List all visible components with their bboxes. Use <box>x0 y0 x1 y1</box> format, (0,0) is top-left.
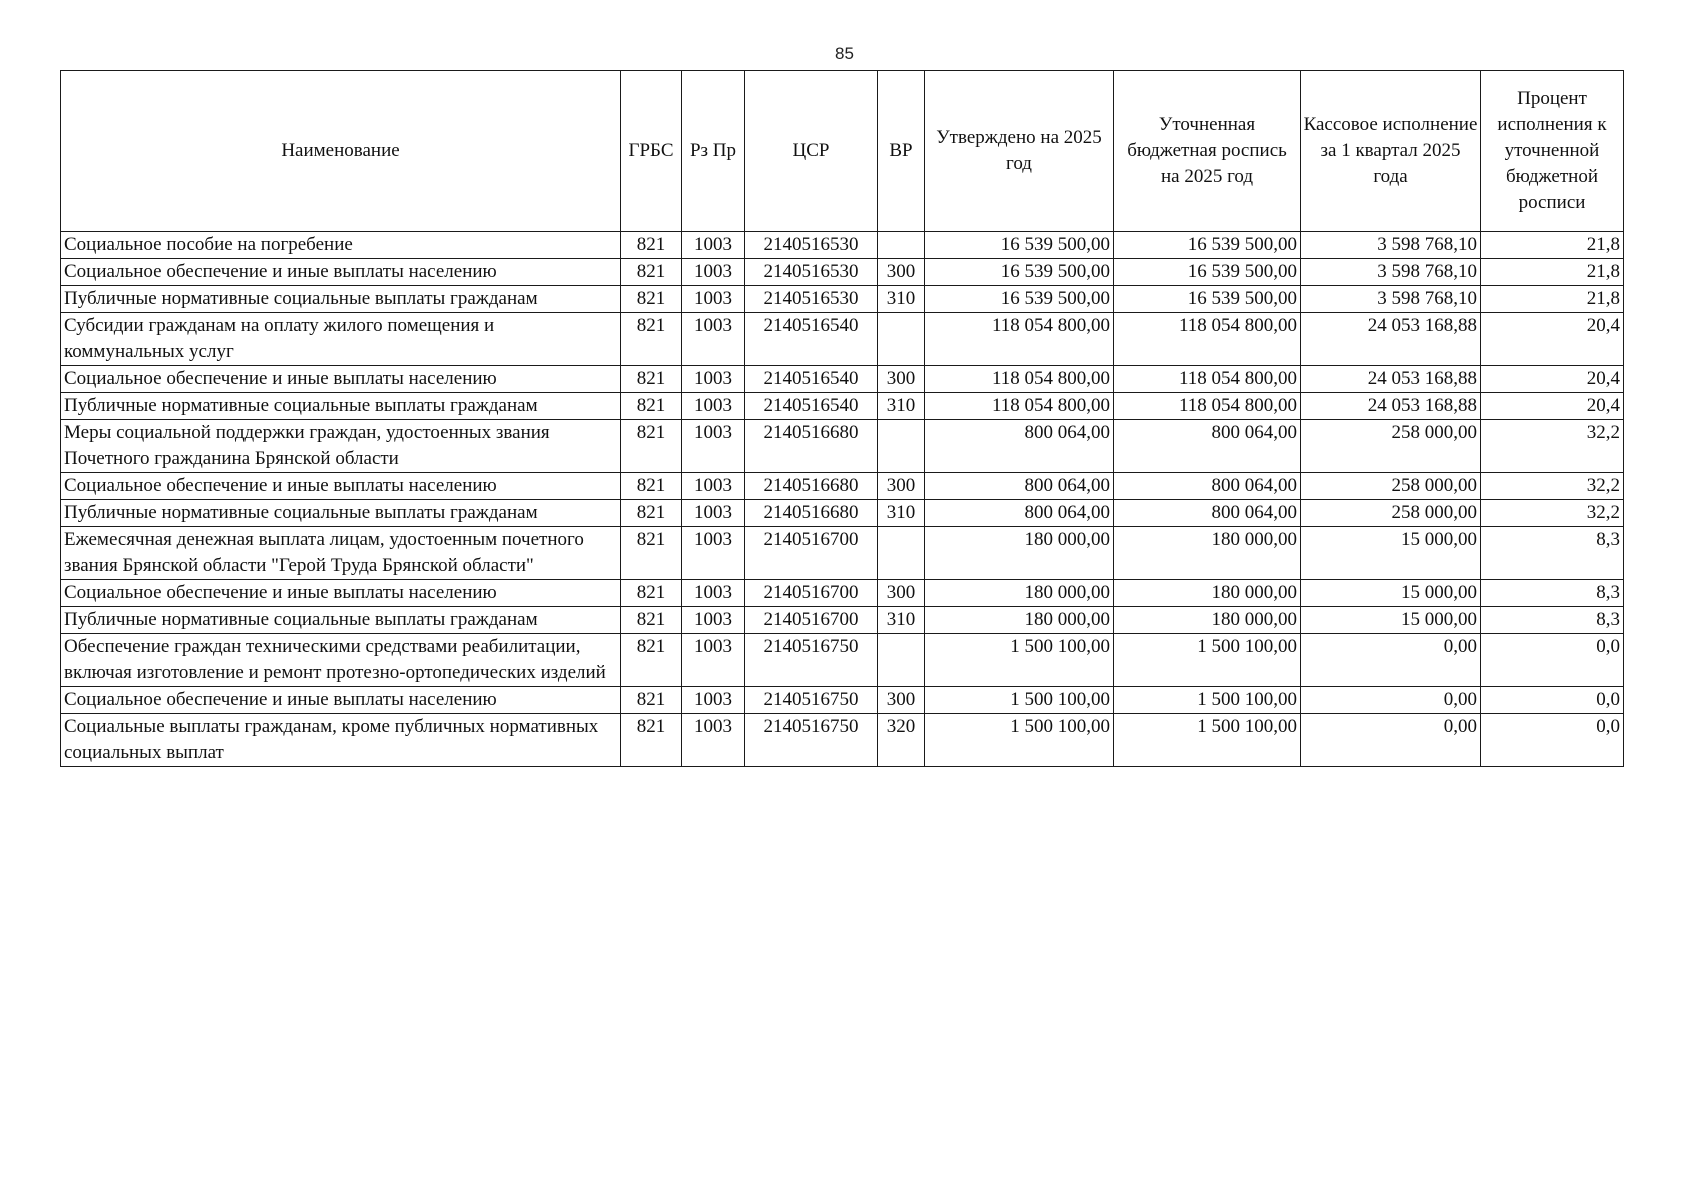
cell-rzpr: 1003 <box>682 687 745 714</box>
cell-refined: 16 539 500,00 <box>1114 259 1301 286</box>
cell-cash: 24 053 168,88 <box>1301 366 1481 393</box>
cell-name: Меры социальной поддержки граждан, удостоенных звания Почетного гражданина Брянской области <box>61 420 621 473</box>
cell-vr <box>878 527 925 580</box>
cell-percent: 20,4 <box>1481 313 1624 366</box>
cell-percent: 32,2 <box>1481 500 1624 527</box>
cell-grbs: 821 <box>621 500 682 527</box>
cell-refined: 118 054 800,00 <box>1114 393 1301 420</box>
cell-csr: 2140516680 <box>745 473 878 500</box>
cell-csr: 2140516530 <box>745 259 878 286</box>
cell-name: Публичные нормативные социальные выплаты гражданам <box>61 607 621 634</box>
cell-approved: 180 000,00 <box>925 607 1114 634</box>
header-rzpr: Рз Пр <box>682 71 745 232</box>
cell-vr: 300 <box>878 580 925 607</box>
cell-rzpr: 1003 <box>682 232 745 259</box>
cell-cash: 15 000,00 <box>1301 527 1481 580</box>
table-row <box>61 527 1624 580</box>
cell-cash: 258 000,00 <box>1301 420 1481 473</box>
cell-name: Публичные нормативные социальные выплаты гражданам <box>61 500 621 527</box>
cell-percent: 20,4 <box>1481 393 1624 420</box>
cell-refined: 16 539 500,00 <box>1114 232 1301 259</box>
cell-percent: 8,3 <box>1481 580 1624 607</box>
cell-cash: 24 053 168,88 <box>1301 313 1481 366</box>
cell-csr: 2140516530 <box>745 286 878 313</box>
cell-refined: 180 000,00 <box>1114 580 1301 607</box>
cell-csr: 2140516700 <box>745 580 878 607</box>
table-row <box>61 607 1624 634</box>
cell-refined: 1 500 100,00 <box>1114 687 1301 714</box>
header-csr: ЦСР <box>745 71 878 232</box>
cell-cash: 0,00 <box>1301 714 1481 767</box>
cell-percent: 20,4 <box>1481 366 1624 393</box>
table-row <box>61 232 1624 259</box>
table-row <box>61 687 1624 714</box>
cell-refined: 180 000,00 <box>1114 527 1301 580</box>
cell-name: Публичные нормативные социальные выплаты гражданам <box>61 286 621 313</box>
cell-cash: 24 053 168,88 <box>1301 393 1481 420</box>
cell-approved: 1 500 100,00 <box>925 687 1114 714</box>
cell-cash: 15 000,00 <box>1301 580 1481 607</box>
cell-refined: 16 539 500,00 <box>1114 286 1301 313</box>
cell-vr <box>878 313 925 366</box>
cell-vr <box>878 420 925 473</box>
cell-approved: 800 064,00 <box>925 500 1114 527</box>
cell-name: Субсидии гражданам на оплату жилого помещения и коммунальных услуг <box>61 313 621 366</box>
table-row <box>61 259 1624 286</box>
cell-grbs: 821 <box>621 607 682 634</box>
cell-approved: 180 000,00 <box>925 527 1114 580</box>
cell-grbs: 821 <box>621 580 682 607</box>
cell-grbs: 821 <box>621 393 682 420</box>
table-row <box>61 313 1624 366</box>
cell-approved: 1 500 100,00 <box>925 714 1114 767</box>
cell-csr: 2140516750 <box>745 634 878 687</box>
cell-name: Социальное обеспечение и иные выплаты населению <box>61 580 621 607</box>
cell-grbs: 821 <box>621 473 682 500</box>
cell-cash: 3 598 768,10 <box>1301 232 1481 259</box>
header-approved: Утверждено на 2025 год <box>925 71 1114 232</box>
cell-cash: 258 000,00 <box>1301 500 1481 527</box>
cell-name: Социальное пособие на погребение <box>61 232 621 259</box>
cell-csr: 2140516540 <box>745 313 878 366</box>
cell-approved: 16 539 500,00 <box>925 259 1114 286</box>
cell-grbs: 821 <box>621 259 682 286</box>
cell-grbs: 821 <box>621 714 682 767</box>
cell-vr: 320 <box>878 714 925 767</box>
header-percent: Процент исполнения к уточненной бюджетной росписи <box>1481 71 1624 232</box>
cell-refined: 118 054 800,00 <box>1114 366 1301 393</box>
cell-percent: 32,2 <box>1481 473 1624 500</box>
cell-refined: 1 500 100,00 <box>1114 634 1301 687</box>
cell-vr: 300 <box>878 687 925 714</box>
cell-vr: 310 <box>878 500 925 527</box>
cell-rzpr: 1003 <box>682 714 745 767</box>
cell-grbs: 821 <box>621 286 682 313</box>
cell-rzpr: 1003 <box>682 313 745 366</box>
cell-grbs: 821 <box>621 232 682 259</box>
cell-cash: 3 598 768,10 <box>1301 286 1481 313</box>
cell-rzpr: 1003 <box>682 393 745 420</box>
header-grbs: ГРБС <box>621 71 682 232</box>
table-body <box>61 232 1624 767</box>
cell-approved: 118 054 800,00 <box>925 366 1114 393</box>
cell-grbs: 821 <box>621 366 682 393</box>
cell-approved: 16 539 500,00 <box>925 232 1114 259</box>
cell-percent: 32,2 <box>1481 420 1624 473</box>
cell-refined: 800 064,00 <box>1114 473 1301 500</box>
cell-rzpr: 1003 <box>682 366 745 393</box>
cell-name: Социальное обеспечение и иные выплаты населению <box>61 259 621 286</box>
cell-csr: 2140516680 <box>745 420 878 473</box>
cell-refined: 800 064,00 <box>1114 500 1301 527</box>
cell-approved: 118 054 800,00 <box>925 313 1114 366</box>
cell-cash: 15 000,00 <box>1301 607 1481 634</box>
cell-percent: 21,8 <box>1481 232 1624 259</box>
cell-approved: 180 000,00 <box>925 580 1114 607</box>
cell-csr: 2140516680 <box>745 500 878 527</box>
cell-name: Обеспечение граждан техническими средствами реабилитации, включая изготовление и ремонт протезно-ортопедических изделий <box>61 634 621 687</box>
table-row <box>61 366 1624 393</box>
cell-grbs: 821 <box>621 420 682 473</box>
cell-vr: 310 <box>878 286 925 313</box>
cell-percent: 0,0 <box>1481 714 1624 767</box>
cell-csr: 2140516700 <box>745 607 878 634</box>
cell-percent: 0,0 <box>1481 687 1624 714</box>
cell-vr: 310 <box>878 393 925 420</box>
cell-refined: 1 500 100,00 <box>1114 714 1301 767</box>
cell-vr: 300 <box>878 259 925 286</box>
cell-rzpr: 1003 <box>682 286 745 313</box>
cell-name: Публичные нормативные социальные выплаты гражданам <box>61 393 621 420</box>
cell-vr: 300 <box>878 473 925 500</box>
cell-vr: 300 <box>878 366 925 393</box>
cell-grbs: 821 <box>621 687 682 714</box>
page-number: 85 <box>835 44 854 63</box>
cell-approved: 1 500 100,00 <box>925 634 1114 687</box>
cell-refined: 180 000,00 <box>1114 607 1301 634</box>
cell-cash: 0,00 <box>1301 687 1481 714</box>
cell-name: Социальное обеспечение и иные выплаты населению <box>61 366 621 393</box>
cell-vr: 310 <box>878 607 925 634</box>
cell-percent: 21,8 <box>1481 286 1624 313</box>
cell-name: Социальное обеспечение и иные выплаты населению <box>61 687 621 714</box>
table-row <box>61 473 1624 500</box>
cell-vr <box>878 232 925 259</box>
cell-grbs: 821 <box>621 527 682 580</box>
table-row <box>61 393 1624 420</box>
cell-cash: 258 000,00 <box>1301 473 1481 500</box>
cell-grbs: 821 <box>621 313 682 366</box>
cell-rzpr: 1003 <box>682 607 745 634</box>
cell-percent: 0,0 <box>1481 634 1624 687</box>
cell-csr: 2140516750 <box>745 687 878 714</box>
cell-rzpr: 1003 <box>682 259 745 286</box>
cell-cash: 3 598 768,10 <box>1301 259 1481 286</box>
cell-percent: 8,3 <box>1481 527 1624 580</box>
cell-approved: 800 064,00 <box>925 420 1114 473</box>
cell-csr: 2140516540 <box>745 393 878 420</box>
cell-name: Ежемесячная денежная выплата лицам, удостоенным почетного звания Брянской области "Герой Труда Брянской области" <box>61 527 621 580</box>
cell-rzpr: 1003 <box>682 473 745 500</box>
cell-approved: 800 064,00 <box>925 473 1114 500</box>
cell-approved: 118 054 800,00 <box>925 393 1114 420</box>
header-name: Наименование <box>61 71 621 232</box>
table-row <box>61 420 1624 473</box>
cell-grbs: 821 <box>621 634 682 687</box>
table-row <box>61 286 1624 313</box>
table-row <box>61 714 1624 767</box>
cell-name: Социальные выплаты гражданам, кроме публичных нормативных социальных выплат <box>61 714 621 767</box>
header-refined: Уточненная бюджетная роспись на 2025 год <box>1114 71 1301 232</box>
cell-approved: 16 539 500,00 <box>925 286 1114 313</box>
cell-csr: 2140516750 <box>745 714 878 767</box>
header-cash: Кассовое исполнение за 1 квартал 2025 года <box>1301 71 1481 232</box>
cell-csr: 2140516540 <box>745 366 878 393</box>
cell-percent: 8,3 <box>1481 607 1624 634</box>
table-row <box>61 580 1624 607</box>
table-row <box>61 634 1624 687</box>
cell-rzpr: 1003 <box>682 420 745 473</box>
cell-refined: 118 054 800,00 <box>1114 313 1301 366</box>
cell-rzpr: 1003 <box>682 527 745 580</box>
cell-vr <box>878 634 925 687</box>
cell-csr: 2140516700 <box>745 527 878 580</box>
cell-cash: 0,00 <box>1301 634 1481 687</box>
cell-csr: 2140516530 <box>745 232 878 259</box>
header-row <box>61 71 1624 232</box>
cell-percent: 21,8 <box>1481 259 1624 286</box>
table-row <box>61 500 1624 527</box>
cell-rzpr: 1003 <box>682 500 745 527</box>
header-vr: ВР <box>878 71 925 232</box>
budget-table <box>60 70 1624 767</box>
cell-rzpr: 1003 <box>682 580 745 607</box>
cell-name: Социальное обеспечение и иные выплаты населению <box>61 473 621 500</box>
cell-rzpr: 1003 <box>682 634 745 687</box>
cell-refined: 800 064,00 <box>1114 420 1301 473</box>
